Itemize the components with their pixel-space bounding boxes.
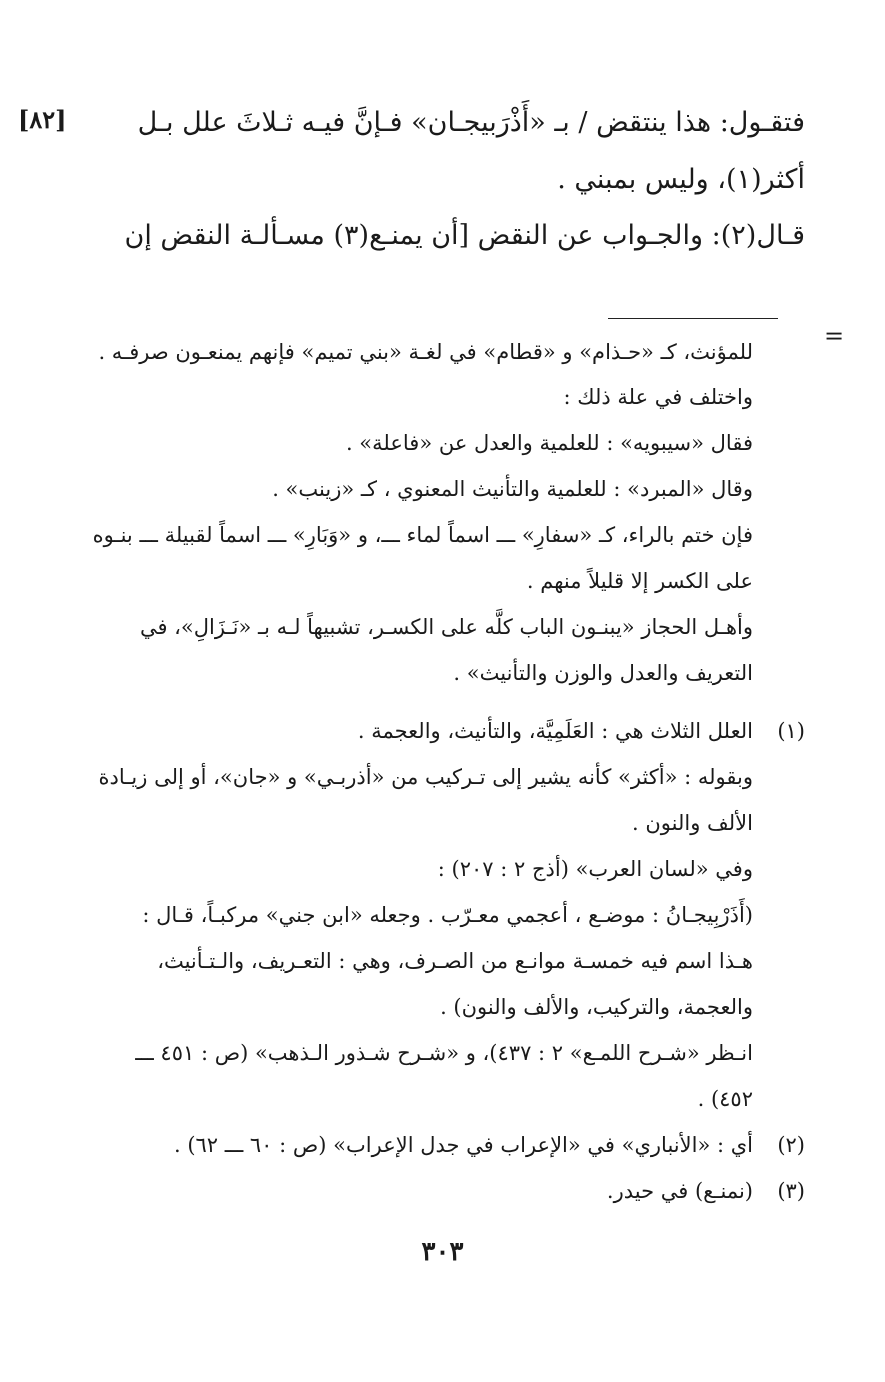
footnote-continued-line-3: فقال «سيبويه» : للعلمية والعدل عن «فاعلة» .: [345, 431, 753, 455]
footnote-2-text: أي : «الأنباري» في «الإعراب في جدل الإعراب» (ص : ٦٠ ـــ ٦٢) .: [173, 1133, 753, 1157]
main-text-line-1: فتقـول: هذا ينتقض / بـ «أَذْرَبيجـان» فـإنَّ فيـه ثـلاثَ علل بـل: [137, 107, 805, 138]
footnote-1-number: (١): [777, 719, 805, 743]
main-text-line-3: قـال(٢): والجـواب عن النقض [أن يمنـع(٣) مسـألـة النقض إن: [124, 220, 805, 251]
footnote-continued-line-1: للمؤنث، كـ «حـذام» و «قطام» في لغـة «بني تميم» فإنهم يمنعـون صرفـه .: [98, 340, 753, 364]
footnote-continued-line-5: فإن ختم بالراء، كـ «سفارِ» ـــ اسماً لماء ـــ، و «وَبَارِ» ـــ اسماً لقبيلة ـــ بنـوه: [92, 523, 753, 547]
footnote-1-line-4: وفي «لسان العرب» (أذج ٢ : ٢٠٧) :: [437, 857, 753, 881]
margin-reference: [٨٢]: [18, 105, 67, 134]
footnote-3-text: (نمنـع) في حيدر.: [606, 1179, 753, 1203]
footnote-1-line-9: ٤٥٢) .: [697, 1087, 753, 1111]
footnote-1-line-1: العلل الثلاث هي : العَلَمِيَّة، والتأنيث، والعجمة .: [357, 719, 753, 743]
page-number: ٣٠٣: [421, 1237, 464, 1267]
footnote-continued-line-2: واختلف في علة ذلك :: [563, 385, 753, 409]
main-text-line-2: أكثر(١)، وليس بمبني .: [557, 164, 805, 195]
footnote-continued-line-6: على الكسر إلا قليلاً منهم .: [526, 569, 753, 593]
footnote-1-line-3: الألف والنون .: [632, 811, 753, 835]
footnote-separator: [608, 318, 778, 319]
footnote-1-line-6: هـذا اسم فيه خمسـة موانـع من الصـرف، وهي : التعـريف، والـتـأنيث،: [157, 949, 753, 973]
footnote-continued-line-8: التعريف والعدل والوزن والتأنيث» .: [453, 661, 753, 685]
continuation-mark: =: [824, 322, 845, 350]
footnote-2-number: (٢): [777, 1133, 805, 1157]
footnote-continued-line-4: وقال «المبرد» : للعلمية والتأنيث المعنوي ، كـ «زينب» .: [272, 477, 753, 501]
footnote-1-line-2: وبقوله : «أكثر» كأنه يشير إلى تـركيب من «أذربـي» و «جان»، أو إلى زيـادة: [98, 765, 753, 789]
footnote-1-line-7: والعجمة، والتركيب، والألف والنون) .: [440, 995, 753, 1019]
footnote-1-line-5: (أَذَرْبِيجـانُ : موضـع ، أعجمي معـرّب . وجعله «ابن جني» مركبـاً، قـال :: [142, 903, 753, 927]
footnote-1-line-8: انـظر «شـرح اللمـع» ٢ : ٤٣٧)، و «شـرح شـذور الـذهب» (ص : ٤٥١ ـــ: [135, 1041, 753, 1065]
footnote-continued-line-7: وأهـل الحجاز «يبنـون الباب كلَّه على الكسـر، تشبيهاً لـه بـ «نَـزَالِ»، في: [139, 615, 753, 639]
footnote-3-number: (٣): [777, 1179, 805, 1203]
